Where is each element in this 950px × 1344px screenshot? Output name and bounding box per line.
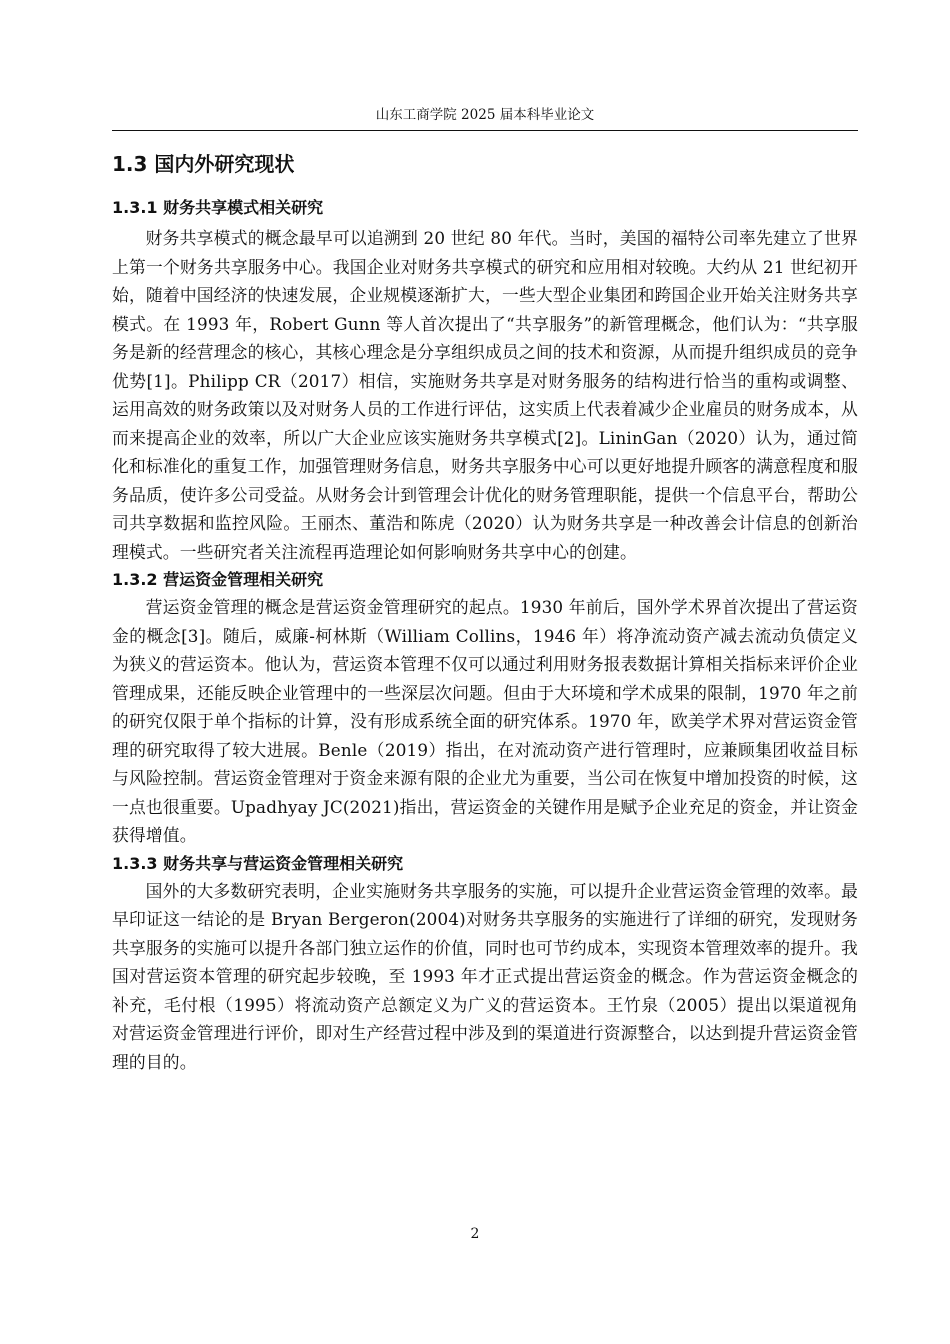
subsection-heading-1: 1.3.1 财务共享模式相关研究	[112, 198, 324, 217]
subsection-heading-3: 1.3.3 财务共享与营运资金管理相关研究	[112, 853, 404, 873]
page-number: 2	[470, 1226, 480, 1242]
paragraph-2: 营运资金管理的概念是营运资金管理研究的起点。1930 年前后，国外学术界首次提出了营运资金的概念[3]。随后，威廉-柯林斯（William Collins，1946 年）将净流动资产减去流动负债定义为狭义的营运资本。他认为，营运资本管理不仅可以通过利用财务报表数据计算相关指标来评价企业管理成果，还能反映企业管理中的一些深层次问题。但由于大环境和学术成果的限制，1970 年之前的研究仅限于单个指标的计算，没有形成系统全面的研究体系。1970 年，欧美学术界对营运资金管理的研究取得了较大进展。Benle（2019）指出，在对流动资产进行管理时，应兼顾集团收益目标与风险控制。营运资金管理对于资金来源有限的企业尤为重要，当公司在恢复中增加投资的时候，这一点也很重要。Upadhyay JC(2021)指出，营运资金的关键作用是赋予企业充足的资金，并让资金获得增值。	[112, 597, 858, 845]
subsection-heading-2: 1.3.2 营运资金管理相关研究	[112, 570, 324, 589]
paragraph-1: 财务共享模式的概念最早可以追溯到 20 世纪 80 年代。当时，美国的福特公司率先建立了世界上第一个财务共享服务中心。我国企业对财务共享模式的研究和应用相对较晚。大约从 21 世纪初开始，随着中国经济的快速发展，企业规模逐渐扩大，一些大型企业集团和跨国企业开始关注财务共享模式。在 1993 年，Robert Gunn 等人首次提出了“共享服务”的新管理概念，他们认为：“共享服务是新的经营理念的核心，其核心理念是分享组织成员之间的技术和资源，从而提升组织成员的竞争优势[1]。Philipp CR（2017）相信，实施财务共享是对财务服务的结构进行恰当的重构或调整、运用高效的财务政策以及对财务人员的工作进行评估，这实质上代表着减少企业雇员的财务成本，从而来提高企业的效率，所以广大企业应该实施财务共享模式[2]。LininGan（2020）认为，通过简化和标准化的重复工作，加强管理财务信息，财务共享服务中心可以更好地提升顾客的满意程度和服务品质，使许多公司受益。从财务会计到管理会计优化的财务管理职能，提供一个信息平台，帮助公司共享数据和监控风险。王丽杰、董浩和陈虎（2020）认为财务共享是一种改善会计信息的创新治理模式。一些研究者关注流程再造理论如何影响财务共享中心的创建。	[112, 228, 858, 562]
running-header-title: 山东工商学院 2025 届本科毕业论文	[375, 107, 595, 123]
paragraph-3: 国外的大多数研究表明，企业实施财务共享服务的实施，可以提升企业营运资金管理的效率。最早印证这一结论的是 Bryan Bergeron(2004)对财务共享服务的实施进行了详细的研究，发现财务共享服务的实施可以提升各部门独立运作的价值，同时也可节约成本，实现资本管理效率的提升。我国对营运资本管理的研究起步较晚，至 1993 年才正式提出营运资金的概念。作为营运资金概念的补充，毛付根（1995）将流动资产总额定义为广义的营运资本。王竹泉（2005）提出以渠道视角对营运资金管理进行评价，即对生产经营过程中涉及到的渠道进行资源整合，以达到提升营运资金管理的目的。	[112, 880, 858, 1072]
running-header	[112, 104, 858, 131]
section-heading: 1.3 国内外研究现状	[112, 152, 295, 176]
page-body	[112, 150, 858, 1077]
